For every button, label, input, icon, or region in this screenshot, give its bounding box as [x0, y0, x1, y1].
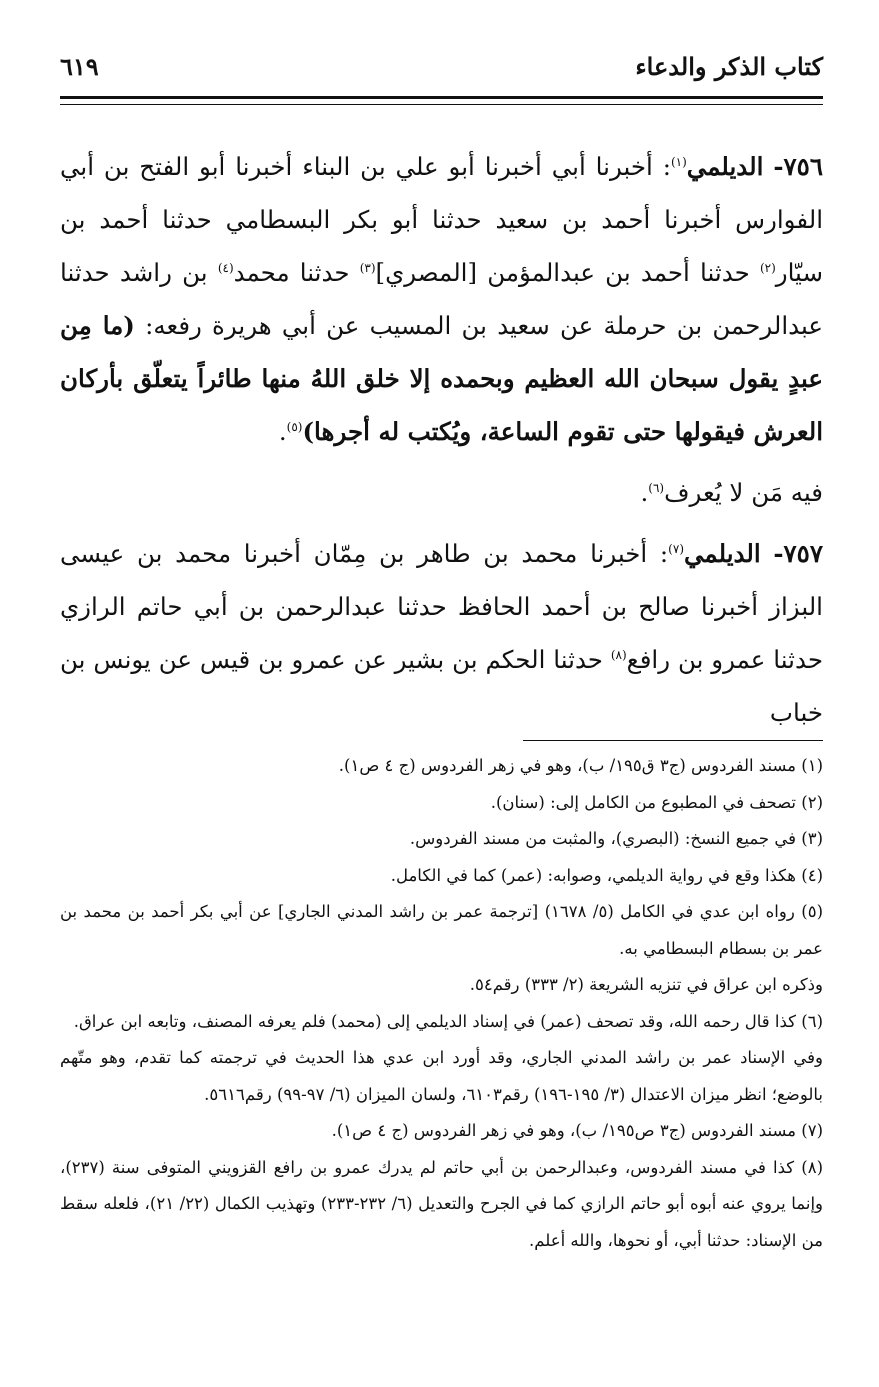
- footnote-divider: [523, 740, 823, 741]
- source-name: الديلمي: [684, 539, 761, 568]
- footnote: (٤) هكذا وقع في رواية الديلمي، وصوابه: (عمر) كما في الكامل.: [390, 865, 823, 885]
- footnote: (١) مسند الفردوس (ج٣ ق١٩٥/ ب)، وهو في زهر الفردوس (ج ٤ ص١).: [338, 756, 823, 775]
- isnad-text: : أخبرنا أبي أخبرنا أبو علي بن البناء أخبرنا أبو الفتح بن أبي الفوارس أخبرنا أحمد بن سعيد حدثنا أبو بكر البسطامي حدثنا أحمد بن سيّار: [60, 152, 823, 287]
- footnote: (٥) رواه ابن عدي في الكامل (٥/ ١٦٧٨) [ترجمة عمر بن راشد المدني الجاري] عن أبي بكر أحمد بن محمد بن عمر بن بسطام البسطامي به.: [60, 902, 823, 958]
- footnote-ref: (٤): [217, 260, 234, 275]
- header-rule-thick: [60, 96, 823, 99]
- isnad-text: : أخبرنا محمد بن طاهر بن مِمّان أخبرنا محمد بن عيسى البزاز أخبرنا صالح بن أحمد الحافظ حدثنا عبدالرحمن بن أبي حاتم الرازي حدثنا عمرو بن رافع: [60, 539, 823, 674]
- entry-757: [60, 527, 823, 739]
- running-title: كتاب الذكر والدعاء: [635, 52, 823, 81]
- footnote: (٨) كذا في مسند الفردوس، وعبدالرحمن بن أبي حاتم لم يدرك عمرو بن رافع القزويني المتوفى سنة (٢٣٧)، وإنما يروي عنه أبوه أبو حاتم الرازي كما في الجرح والتعديل (٦/ ٢٣٢-٢٣٣) وتهذيب الكمال (٢٢/ ٢١)، فلعله سقط من الإسناد: حدثنا أبي، أو نحوها، والله أعلم.: [60, 1157, 823, 1250]
- isnad-text: حدثنا الحكم بن بشير عن عمرو بن قيس عن يونس بن خباب: [60, 645, 823, 727]
- punctuation: .: [640, 478, 649, 507]
- hadith-text: (ما مِن عبدٍ يقول سبحان الله العظيم وبحمده إلا خلق اللهُ منها طائراً يتعلّق بأركان العرش فيقولها حتى تقوم الساعة، ويُكتب له أجرها): [60, 311, 823, 446]
- header-rule-thin: [60, 104, 823, 105]
- entry-756: [60, 140, 823, 458]
- main-text: [60, 140, 823, 747]
- entry-comment: [60, 466, 823, 519]
- footnote-ref: (٦): [648, 480, 665, 495]
- footnote: وفي الإسناد عمر بن راشد المدني الجاري، وقد أورد ابن عدي هذا الحديث في ترجمته كما تقدم، وهو متّهم بالوضع؛ انظر ميزان الاعتدال (٣/ ١٩٥-١٩٦) رقم٦١٠٣، ولسان الميزان (٦/ ٩٧-٩٩) رقم٥٦١٦.: [60, 1048, 823, 1104]
- isnad-text: حدثنا محمد: [233, 258, 360, 287]
- footnote-ref: (٧): [668, 541, 684, 556]
- footnote: (٦) كذا قال رحمه الله، وقد تصحف (عمر) في إسناد الديلمي إلى (محمد) فلم يعرفه المصنف، وتابعه ابن عراق.: [73, 1011, 823, 1031]
- footnote: (٧) مسند الفردوس (ج٣ ص١٩٥/ ب)، وهو في زهر الفردوس (ج ٤ ص١).: [331, 1121, 823, 1140]
- footnote: (٣) في جميع النسخ: (البصري)، والمثبت من مسند الفردوس.: [409, 829, 823, 848]
- footnote: وذكره ابن عراق في تنزيه الشريعة (٢/ ٣٣٣) رقم٥٤.: [469, 975, 823, 994]
- footnote-ref: (٨): [610, 647, 627, 662]
- footnote-ref: (٢): [759, 260, 776, 275]
- page-header: [60, 52, 823, 92]
- page-number: ٦١٩: [60, 52, 99, 81]
- footnote: (٢) تصحف في المطبوع من الكامل إلى: (سنان).: [490, 792, 823, 812]
- entry-number: ٧٥٧-: [773, 539, 823, 568]
- footnote-ref: (٥): [286, 419, 303, 434]
- source-name: الديلمي: [686, 152, 764, 181]
- isnad-text: بن راشد حدثنا عبدالرحمن بن حرملة عن سعيد بن المسيب عن أبي هريرة رفعه:: [60, 258, 823, 340]
- footnote-ref: (١): [670, 154, 687, 169]
- isnad-text: حدثنا أحمد بن عبدالمؤمن [المصري]: [375, 258, 760, 287]
- footnotes: [60, 748, 823, 1259]
- footnote-ref: (٣): [359, 260, 376, 275]
- entry-number: ٧٥٦-: [773, 152, 823, 181]
- comment-text: فيه مَن لا يُعرف: [664, 478, 823, 507]
- punctuation: .: [278, 417, 287, 446]
